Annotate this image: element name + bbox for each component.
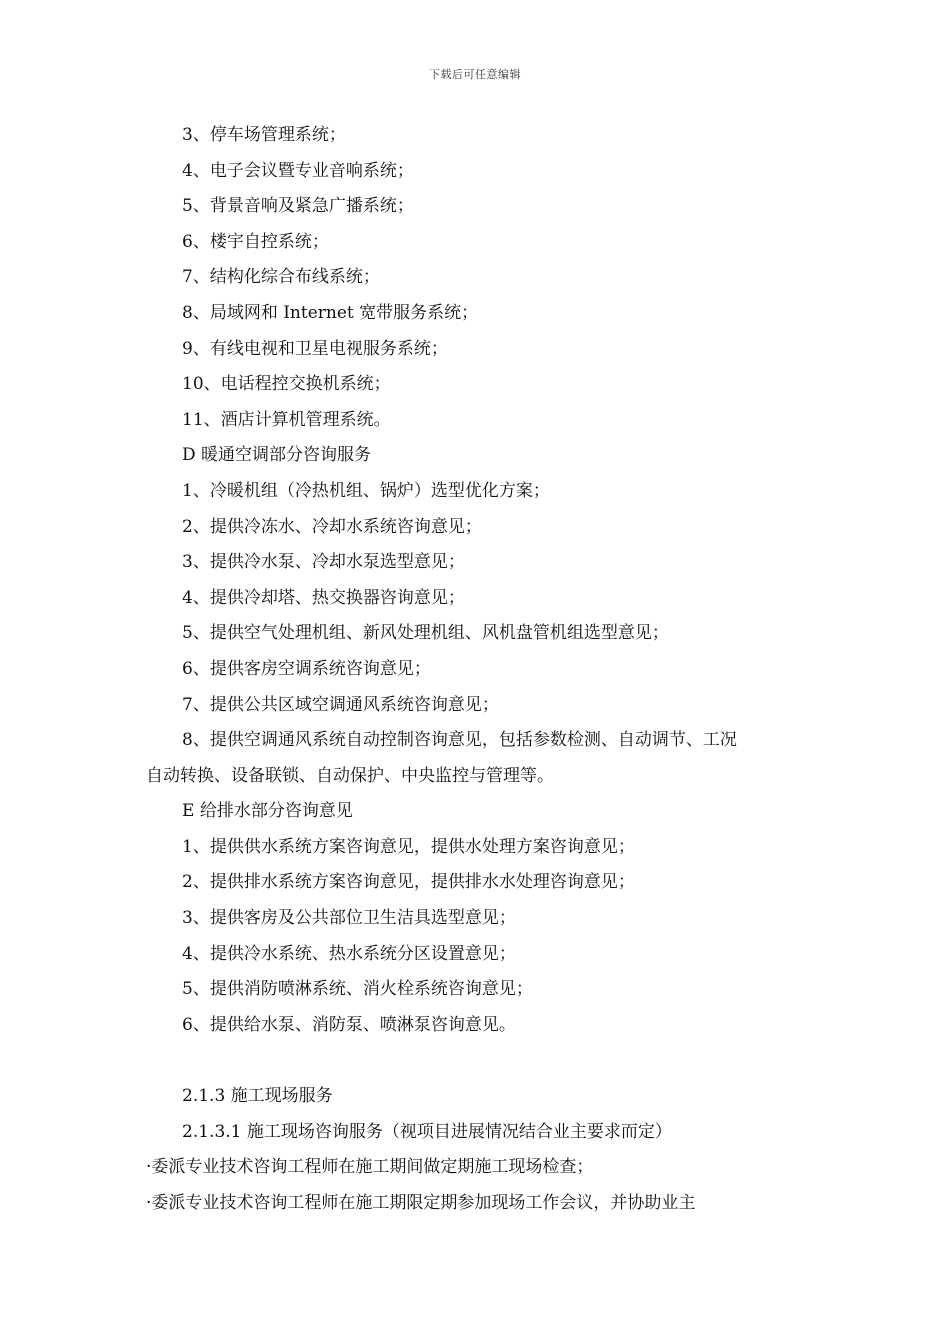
list-item-sanitary-fixtures: 3、提供客房及公共部位卫生洁具选型意见； [182, 908, 516, 929]
list-item-fire-sprinkler: 5、提供消防喷淋系统、消火栓系统咨询意见； [182, 979, 533, 1000]
list-item-drainage: 2、提供排水系统方案咨询意见，提供排水水处理咨询意见； [182, 872, 635, 893]
list-item-water-pumps: 3、提供冷水泵、冷却水泵选型意见； [182, 552, 465, 573]
list-item-cable-tv: 9、有线电视和卫星电视服务系统； [182, 338, 448, 359]
subsection-heading-site-consulting: 2.1.3.1 施工现场咨询服务（视项目进展情况结合业主要求而定） [182, 1121, 672, 1142]
list-item-pumps: 6、提供给水泵、消防泵、喷淋泵咨询意见。 [182, 1014, 516, 1035]
list-item-telephone-exchange: 10、电话程控交换机系统； [182, 374, 391, 395]
list-item-background-audio: 5、背景音响及紧急广播系统； [182, 196, 414, 217]
list-item-water-zoning: 4、提供冷水系统、热水系统分区设置意见； [182, 943, 516, 964]
list-item-ac-control-continued: 自动转换、设备联锁、自动保护、中央监控与管理等。 [146, 765, 554, 786]
section-heading-hvac: D 暖通空调部分咨询服务 [182, 445, 372, 466]
list-item-building-automation: 6、楼宇自控系统； [182, 231, 329, 252]
blank-line [146, 1043, 816, 1079]
list-item-chilled-water: 2、提供冷冻水、冷却水系统咨询意见； [182, 516, 482, 537]
list-item-guestroom-ac: 6、提供客房空调系统咨询意见； [182, 658, 431, 679]
document-body [146, 118, 816, 1221]
list-item-public-ventilation: 7、提供公共区域空调通风系统咨询意见； [182, 694, 499, 715]
list-item-conference-audio: 4、电子会议暨专业音响系统； [182, 160, 414, 181]
list-item-water-supply: 1、提供供水系统方案咨询意见，提供水处理方案咨询意见； [182, 836, 635, 857]
list-item-lan-internet: 8、局域网和 Internet 宽带服务系统； [182, 302, 479, 323]
list-item-cooling-tower: 4、提供冷却塔、热交换器咨询意见； [182, 587, 465, 608]
list-item-structured-cabling: 7、结构化综合布线系统； [182, 267, 380, 288]
bullet-item-site-inspection: ·委派专业技术咨询工程师在施工期间做定期施工现场检查； [146, 1157, 594, 1178]
section-heading-site-service: 2.1.3 施工现场服务 [182, 1086, 333, 1107]
list-item-ac-control: 8、提供空调通风系统自动控制咨询意见，包括参数检测、自动调节、工况 [182, 730, 737, 751]
section-heading-plumbing: E 给排水部分咨询意见 [182, 801, 353, 822]
list-item-air-handling: 5、提供空气处理机组、新风处理机组、风机盘管机组选型意见； [182, 623, 669, 644]
page-header: 下载后可任意编辑 [429, 68, 521, 81]
bullet-item-site-meetings: ·委派专业技术咨询工程师在施工期限定期参加现场工作会议，并协助业主 [146, 1192, 696, 1213]
list-item-chiller-selection: 1、冷暖机组（冷热机组、锅炉）选型优化方案； [182, 480, 550, 501]
list-item-parking-system: 3、停车场管理系统； [182, 125, 346, 145]
list-item-hotel-computer: 11、酒店计算机管理系统。 [182, 409, 391, 430]
